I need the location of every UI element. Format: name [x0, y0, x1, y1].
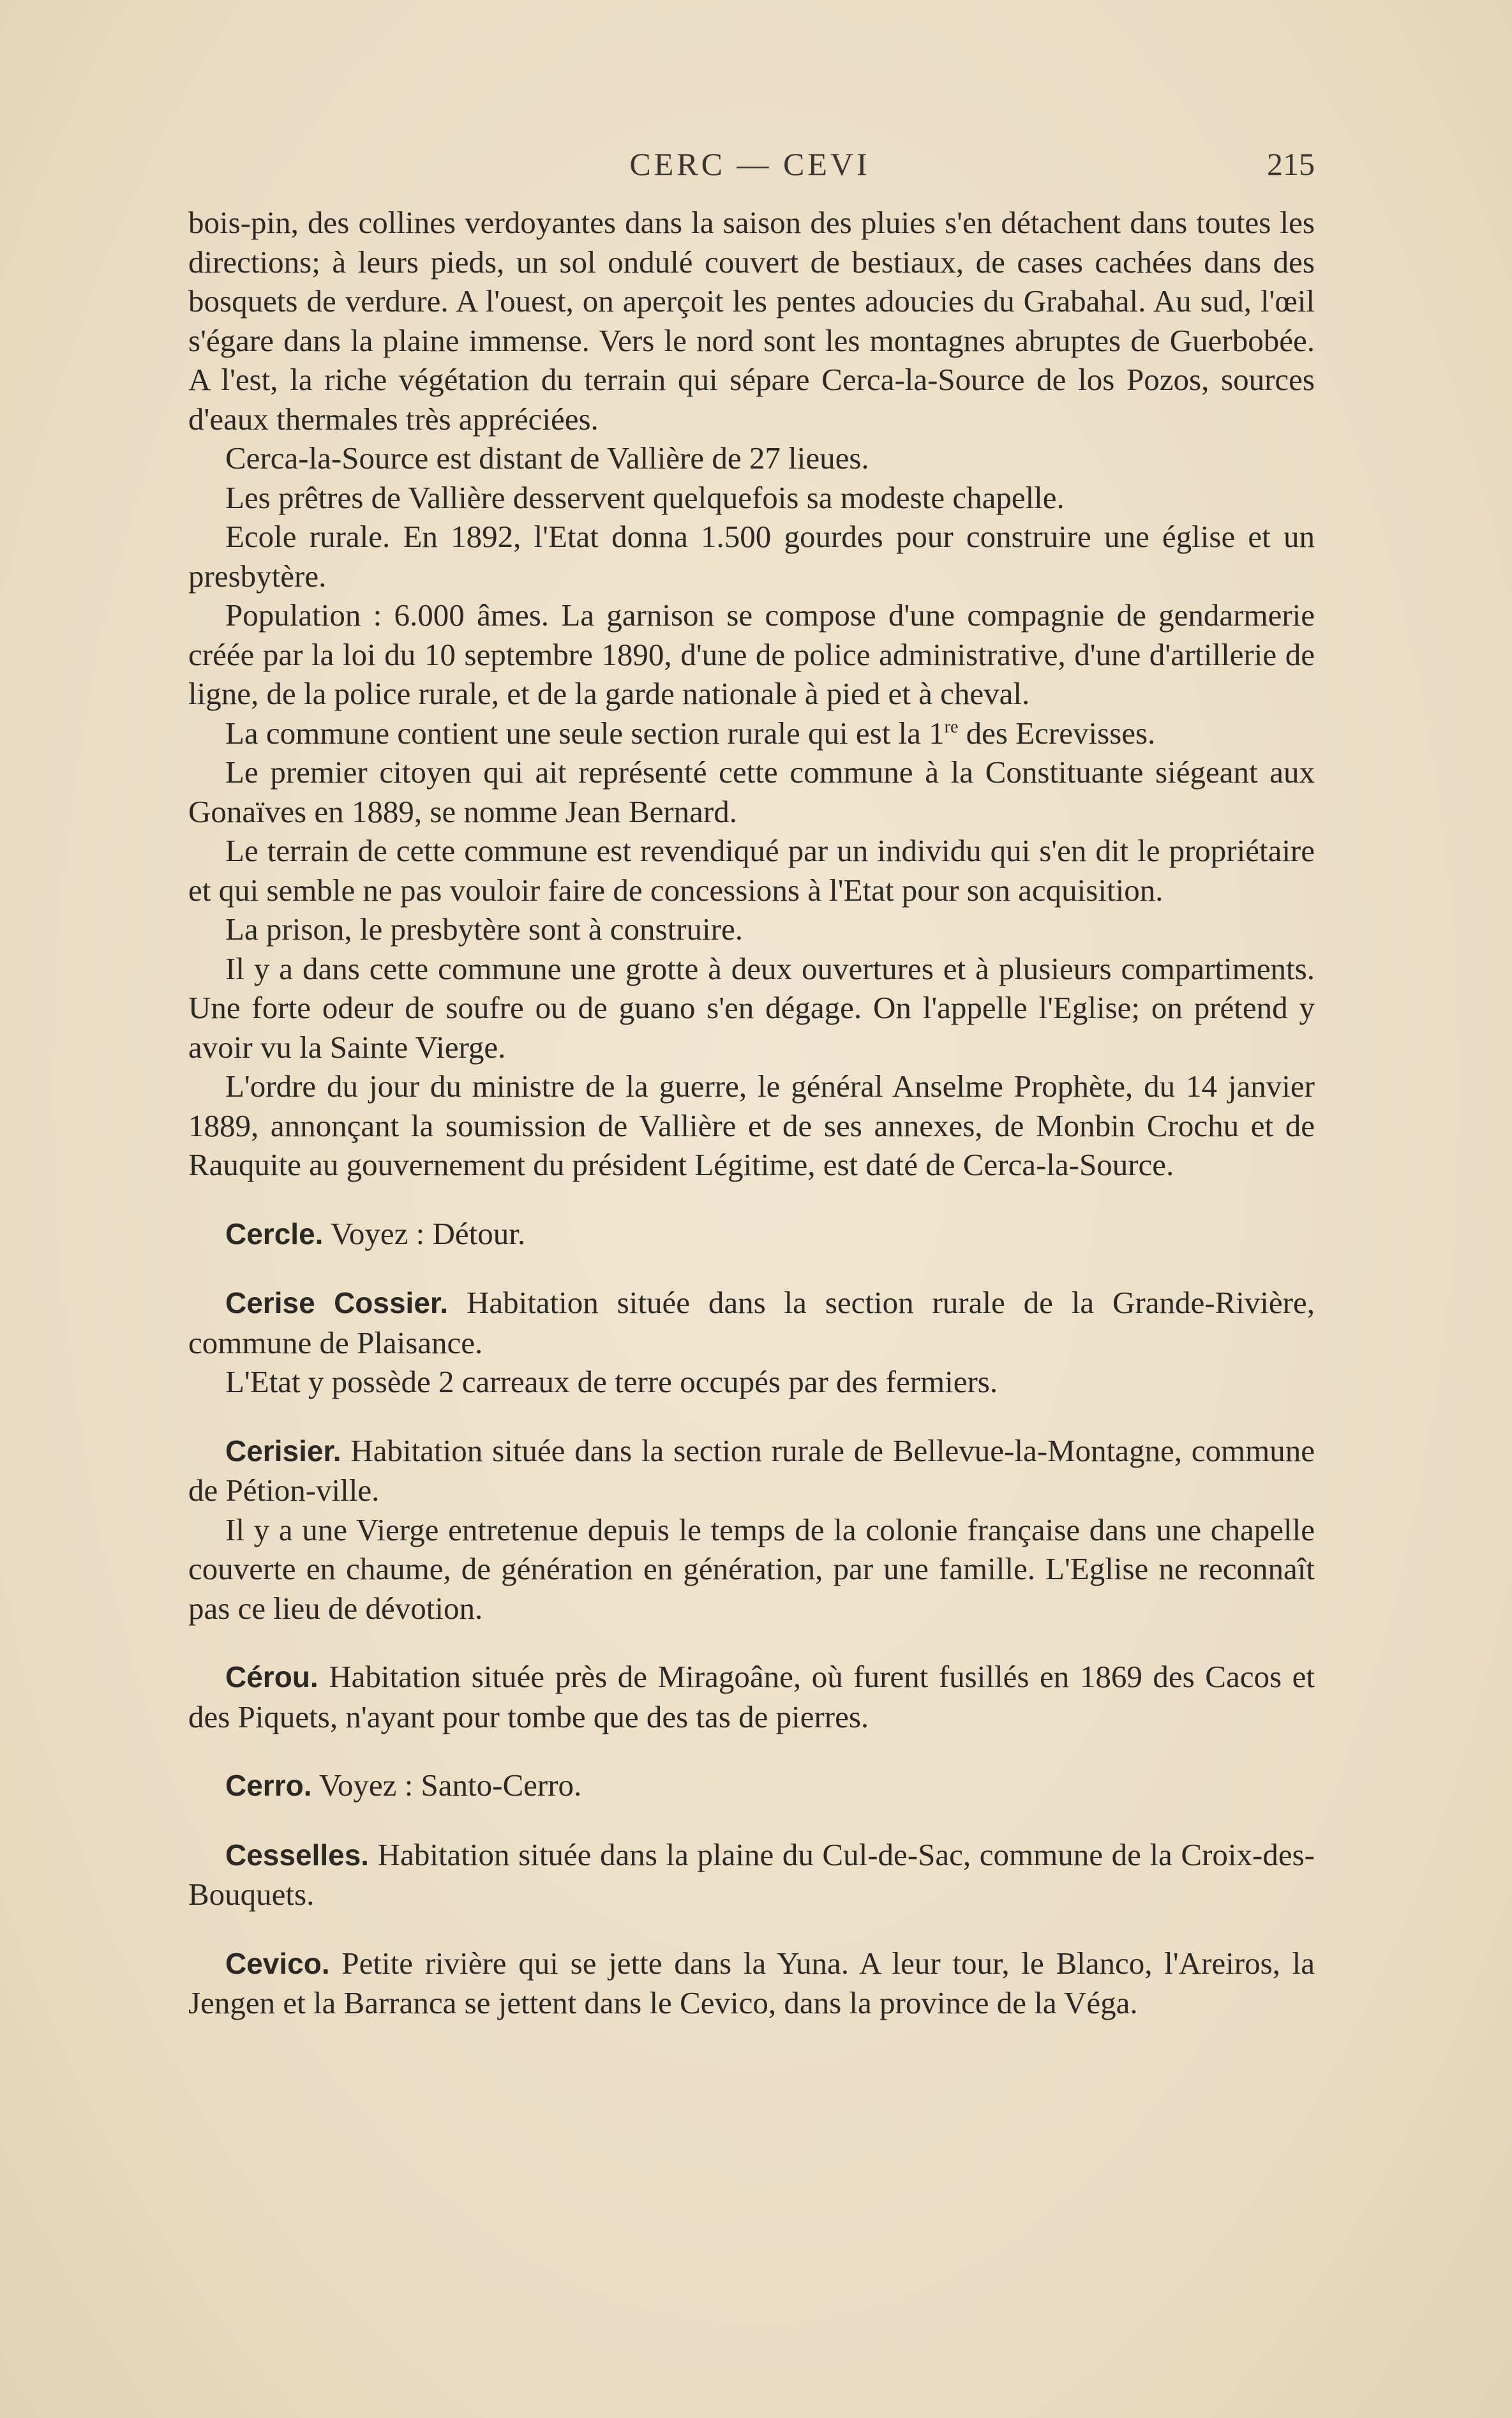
paragraph: Le premier citoyen qui ait représenté cette commune à la Constituante siégeant aux Gonaïves en 1889, se nomme Jean Bernard. — [188, 755, 1315, 829]
entry-text: Habitation située dans la section rurale de la Grande-Rivière, commune de Plaisance. — [188, 1285, 1315, 1360]
paragraph: Les prêtres de Vallière desservent quelquefois sa modeste chapelle. — [225, 479, 1065, 515]
paragraph-text: des Ecrevisses. — [958, 715, 1156, 751]
running-head — [185, 146, 1315, 190]
entry-cerise-cossier — [188, 1283, 1315, 1402]
paragraph: La prison, le presbytère sont à construire. — [225, 912, 743, 947]
paragraph: bois-pin, des collines verdoyantes dans la saison des pluies s'en détachent dans toutes les directions; à leurs pieds, un sol ondulé couvert de bestiaux, de cases cachées dans des bosquets de verdure. A l'ouest, on aperçoit les pentes adoucies du Grabahal. Au sud, l'œil s'égare dans la plaine immense. Vers le nord sont les montagnes abruptes de Guerbobée. A l'est, la riche végétation du terrain qui sépare Cerca-la-Source de los Pozos, sources d'eaux thermales très appréciées. — [188, 205, 1315, 437]
entry-cerro — [188, 1766, 1315, 1806]
paragraph — [188, 714, 1315, 753]
paragraph: Ecole rurale. En 1892, l'Etat donna 1.500 gourdes pour construire une église et un presbytère. — [188, 519, 1315, 594]
entry-text: Voyez : Détour. — [323, 1215, 526, 1251]
entry-cevico — [188, 1944, 1315, 2023]
headword: Cérou. — [225, 1660, 318, 1693]
headword: Cercle. — [225, 1217, 324, 1250]
headword: Cerise Cossier. — [225, 1286, 449, 1319]
entry-cercle — [188, 1214, 1315, 1254]
entry-cerisier — [188, 1431, 1315, 1628]
headword: Cesselles. — [225, 1838, 370, 1872]
entry-text: Petite rivière qui se jette dans la Yuna. A leur tour, le Blanco, l'Areiros, la Jengen et la Barranca se jettent dans le Cevico, dans la province de la Véga. — [188, 1945, 1315, 2020]
headword: Cerisier. — [225, 1434, 341, 1468]
paragraph: Le terrain de cette commune est revendiqué par un individu qui s'en dit le propriétaire et qui semble ne pas vouloir faire de concessions à l'Etat pour son acquisition. — [188, 833, 1315, 908]
paragraph-text: La commune contient une seule section rurale qui est la 1 — [225, 715, 945, 751]
paragraph: Il y a une Vierge entretenue depuis le temps de la colonie française dans une chapelle couverte en chaume, de génération en génération, par une famille. L'Eglise ne reconnaît pas ce lieu de dévotion. — [188, 1512, 1315, 1626]
headword: Cerro. — [225, 1769, 312, 1802]
paragraph: L'Etat y possède 2 carreaux de terre occupés par des fermiers. — [225, 1364, 998, 1399]
entry-text: Habitation située dans la plaine du Cul-de-Sac, commune de la Croix-des-Bouquets. — [188, 1836, 1315, 1912]
body-text — [188, 203, 1315, 2023]
ordinal-superscript: re — [944, 717, 959, 737]
paragraph: Il y a dans cette commune une grotte à deux ouvertures et à plusieurs compartiments. Une forte odeur de soufre ou de guano s'en dégage. On l'appelle l'Eglise; on prétend y avoir vu la Sainte Vierge. — [188, 950, 1315, 1065]
paragraph: L'ordre du jour du ministre de la guerre, le général Anselme Prophète, du 14 janvier 1889, annonçant la soumission de Vallière et de ses annexes, de Monbin Crochu et de Rauquite au gouvernement du président Légitime, est daté de Cerca-la-Source. — [188, 1069, 1315, 1182]
paragraph: Cerca-la-Source est distant de Vallière de 27 lieues. — [225, 440, 869, 476]
entry-text: Habitation située dans la section rurale de Bellevue-la-Montagne, commune de Pétion-ville. — [188, 1432, 1315, 1508]
running-title: CERC — CEVI — [629, 146, 871, 182]
paragraph: Population : 6.000 âmes. La garnison se compose d'une compagnie de gendarmerie créée par la loi du 10 septembre 1890, d'une de police administrative, d'une d'artillerie de ligne, de la police rurale, et de la garde nationale à pied et à cheval. — [188, 597, 1315, 711]
entry-text: Habitation située près de Miragoâne, où furent fusillés en 1869 des Cacos et des Piquets, n'ayant pour tombe que des tas de pierres. — [188, 1659, 1315, 1734]
entry-cerou — [188, 1657, 1315, 1736]
page-number: 215 — [1267, 146, 1315, 182]
entry-text: Voyez : Santo-Cerro. — [311, 1768, 582, 1803]
headword: Cevico. — [225, 1946, 330, 1980]
entry-cesselles — [188, 1835, 1315, 1914]
